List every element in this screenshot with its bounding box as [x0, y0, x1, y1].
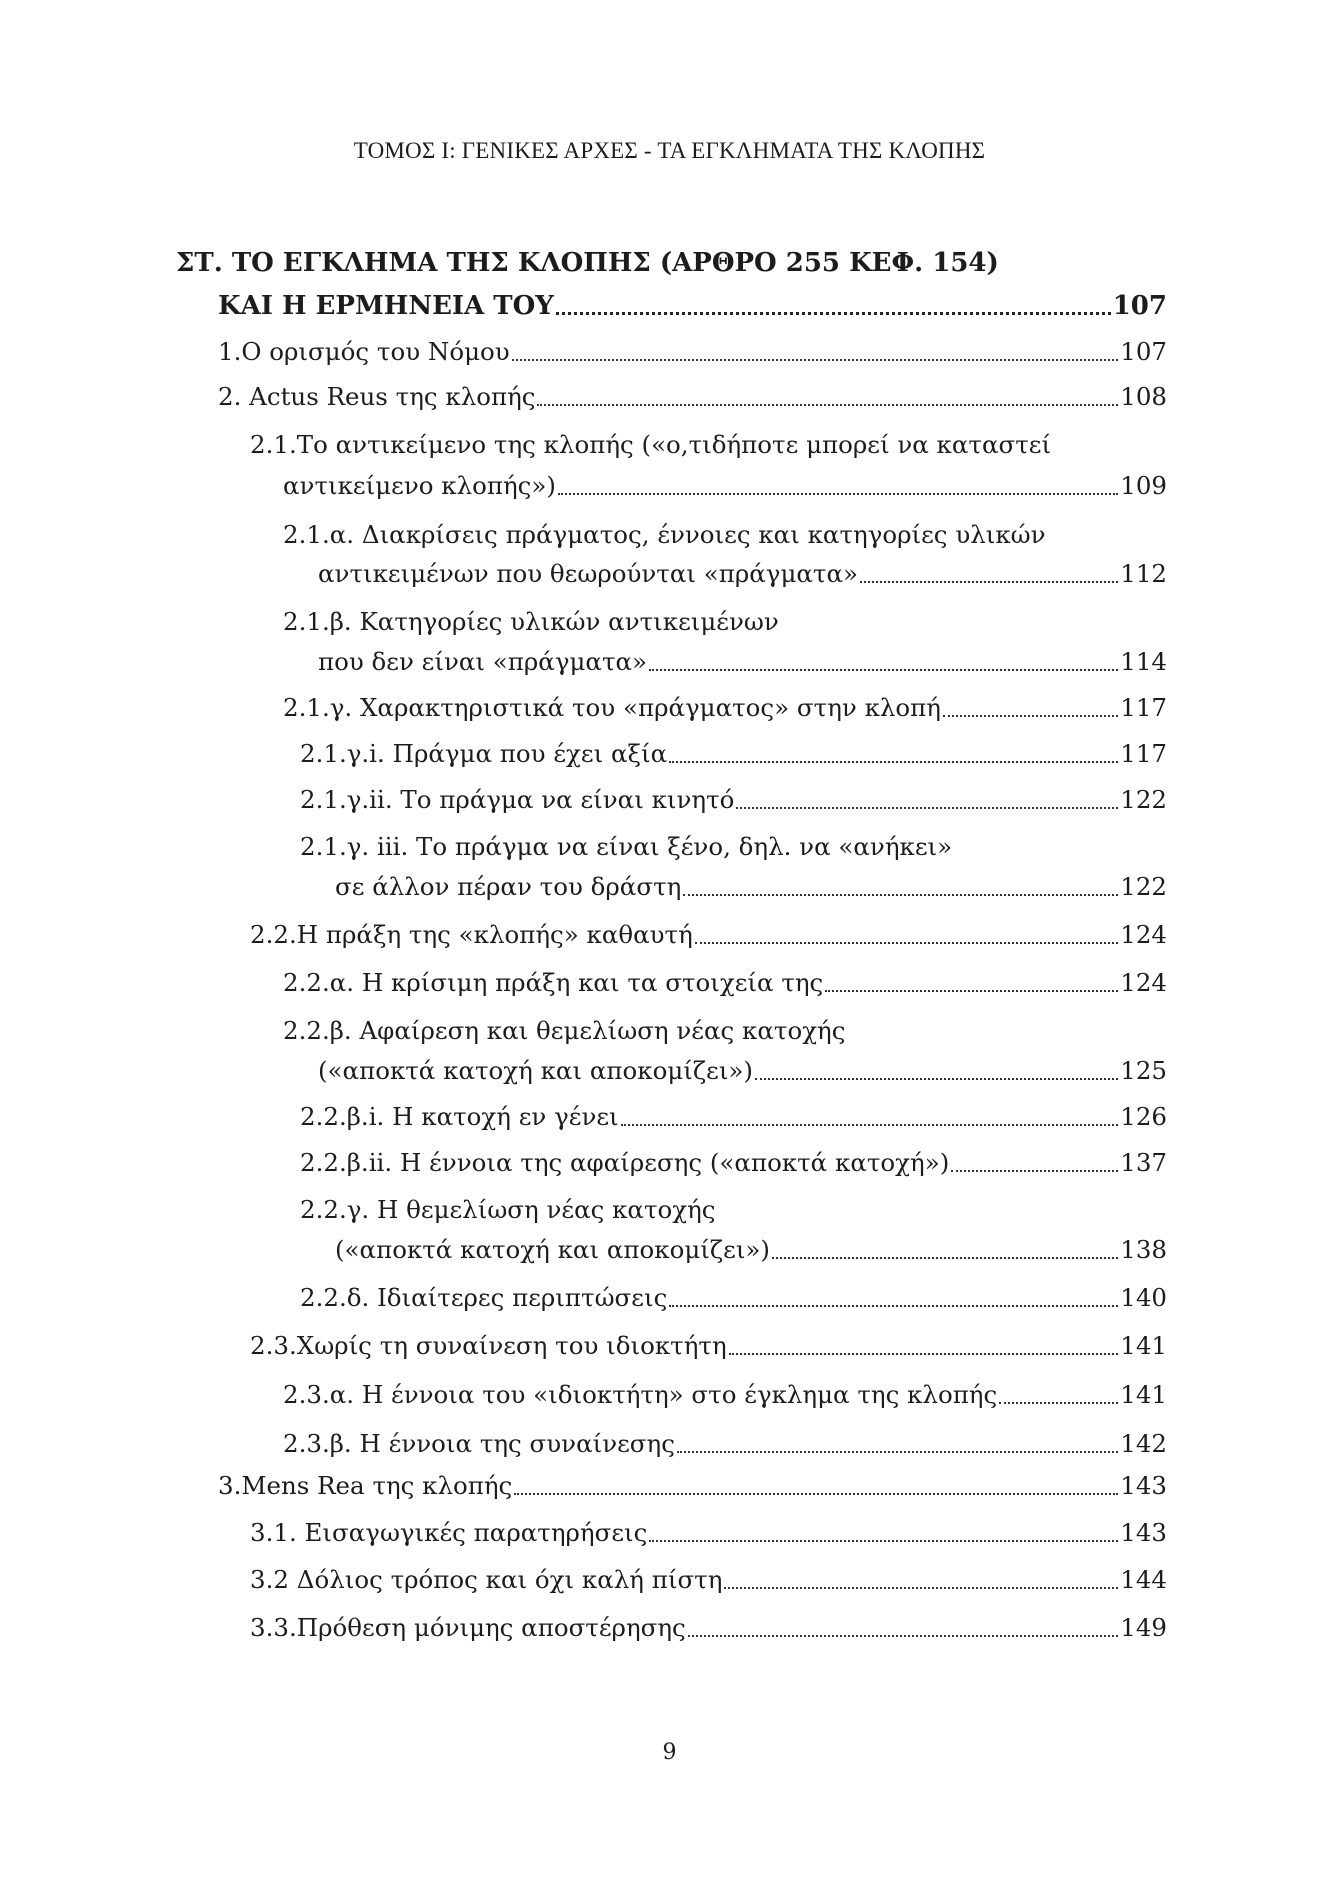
toc-entry-text: ΚΑΙ Η ΕΡΜΗΝΕΙΑ ΤΟΥ: [218, 291, 554, 321]
toc-entry[interactable]: [283, 1378, 1167, 1412]
leader-dots: [729, 1352, 1119, 1355]
toc-entry-text: 2.1.γ.ii. Το πράγμα να είναι κινητό: [300, 785, 735, 814]
toc-entry-page: 107: [1112, 291, 1167, 321]
toc-entry-first-line: 2.1.γ. iii. Το πράγμα να είναι ξένο, δηλ. να «ανήκει»: [300, 832, 953, 861]
toc-entry-page: 126: [1120, 1102, 1167, 1131]
leader-dots: [621, 1123, 1119, 1126]
toc-entry[interactable]: [218, 380, 1167, 414]
toc-entry-page: 117: [1120, 739, 1167, 768]
toc-entry[interactable]: [300, 737, 1167, 771]
toc-entry-text: που δεν είναι «πράγματα»: [318, 647, 648, 676]
toc-entry-text: αντικείμενο κλοπής»): [283, 471, 556, 500]
toc-entry-text: 2.2.β.ii. Η έννοια της αφαίρεσης («αποκτά κατοχή»): [300, 1148, 950, 1177]
toc-entry-first-line: 2.1.α. Διακρίσεις πράγματος, έννοιες και κατηγορίες υλικών: [283, 520, 1046, 549]
toc-entry-text: 2.1.γ.i. Πράγμα που έχει αξία: [300, 739, 668, 768]
toc-entry[interactable]: [250, 918, 1167, 952]
leader-dots: [649, 668, 1118, 671]
toc-entry-page: 108: [1120, 382, 1167, 411]
leader-dots: [999, 1401, 1118, 1404]
toc-entry[interactable]: [218, 1469, 1167, 1503]
leader-dots: [512, 358, 1119, 361]
toc-entry-first-line: 2.1.Το αντικείμενο της κλοπής («ο,τιδήποτε μπορεί να καταστεί: [250, 430, 1052, 459]
toc-entry-page: 149: [1120, 1613, 1167, 1642]
toc-entry[interactable]: [335, 1233, 1167, 1267]
leader-dots: [649, 1539, 1118, 1542]
toc-entry-first-line: 2.2.β. Αφαίρεση και θεμελίωση νέας κατοχής: [283, 1016, 846, 1045]
toc-entry-page: 141: [1120, 1380, 1167, 1409]
leader-dots: [669, 1304, 1118, 1307]
toc-entry[interactable]: [250, 1329, 1167, 1363]
toc-entry-text: 2.2.β.i. Η κατοχή εν γένει: [300, 1102, 619, 1131]
toc-entry[interactable]: [318, 557, 1167, 591]
leader-dots: [772, 1256, 1118, 1259]
toc-entry-text: 2.2.Η πράξη της «κλοπής» καθαυτή: [250, 920, 693, 949]
toc-entry-text: 3.1. Εισαγωγικές παρατηρήσεις: [250, 1518, 648, 1547]
running-header: ΤΟΜΟΣ Ι: ΓΕΝΙΚΕΣ ΑΡΧΕΣ - ΤΑ ΕΓΚΛΗΜΑΤΑ ΤΗΣ ΚΛΟΠΗΣ: [353, 138, 986, 163]
toc-entry-page: 143: [1120, 1518, 1167, 1547]
toc-entry[interactable]: [250, 1563, 1167, 1597]
toc-entry-text: σε άλλον πέραν του δράστη: [335, 872, 682, 901]
toc-entry-text: 2.2.δ. Ιδιαίτερες περιπτώσεις: [300, 1283, 668, 1312]
leader-dots: [677, 1450, 1118, 1453]
toc-entry[interactable]: [300, 1100, 1167, 1134]
toc-chapter-title-line1: ΣΤ. ΤΟ ΕΓΚΛΗΜΑ ΤΗΣ ΚΛΟΠΗΣ (ΑΡΘΡΟ 255 ΚΕΦ. 154): [176, 248, 999, 278]
toc-entry[interactable]: [283, 1427, 1167, 1461]
toc-entry-text: 3.3.Πρόθεση μόνιμης αποστέρησης: [250, 1613, 686, 1642]
toc-entry-page: 140: [1120, 1283, 1167, 1312]
toc-entry[interactable]: [300, 1281, 1167, 1315]
toc-entry-page: 142: [1120, 1429, 1167, 1458]
toc-entry-text: («αποκτά κατοχή και αποκομίζει»): [335, 1235, 770, 1264]
toc-entry-page: 107: [1120, 337, 1167, 366]
toc-chapter-entry[interactable]: [218, 289, 1167, 323]
toc-entry-page: 141: [1120, 1331, 1167, 1360]
leader-dots: [558, 492, 1118, 495]
toc-entry-first-line: 2.1.β. Κατηγορίες υλικών αντικειμένων: [283, 607, 779, 636]
toc-entry-text: 3.Mens Rea της κλοπής: [218, 1471, 513, 1500]
toc-entry[interactable]: [318, 645, 1167, 679]
toc-entry-text: 2.2.α. Η κρίσιμη πράξη και τα στοιχεία της: [283, 968, 824, 997]
toc-entry-page: 144: [1120, 1565, 1167, 1594]
toc-entry-page: 114: [1120, 647, 1167, 676]
leader-dots: [755, 1077, 1118, 1080]
leader-dots: [943, 714, 1118, 717]
leader-dots: [860, 580, 1118, 583]
toc-entry-page: 109: [1120, 471, 1167, 500]
leader-dots: [669, 760, 1118, 763]
toc-entry[interactable]: [218, 335, 1167, 369]
toc-entry-page: 122: [1120, 872, 1167, 901]
toc-entry-page: 117: [1120, 693, 1167, 722]
toc-entry-text: 2.3.Χωρίς τη συναίνεση του ιδιοκτήτη: [250, 1331, 727, 1360]
toc-entry-page: 125: [1120, 1056, 1167, 1085]
toc-entry[interactable]: [318, 1054, 1167, 1088]
toc-entry-page: 122: [1120, 785, 1167, 814]
leader-dots: [556, 311, 1111, 315]
toc-entry[interactable]: [283, 469, 1167, 503]
toc-entry-text: («αποκτά κατοχή και αποκομίζει»): [318, 1056, 753, 1085]
toc-entry-text: 3.2 Δόλιος τρόπος και όχι καλή πίστη: [250, 1565, 723, 1594]
toc-entry[interactable]: [283, 966, 1167, 1000]
leader-dots: [724, 1586, 1118, 1589]
leader-dots: [688, 1634, 1118, 1637]
toc-entry-page: 124: [1120, 968, 1167, 997]
leader-dots: [736, 806, 1118, 809]
toc-entry-page: 137: [1120, 1148, 1167, 1177]
toc-entry[interactable]: [250, 1516, 1167, 1550]
toc-entry-first-line: 2.2.γ. Η θεμελίωση νέας κατοχής: [300, 1195, 716, 1224]
leader-dots: [825, 989, 1118, 992]
toc-entry[interactable]: [300, 783, 1167, 817]
toc-entry-text: 2.1.γ. Χαρακτηριστικά του «πράγματος» στην κλοπή: [283, 693, 941, 722]
toc-entry[interactable]: [300, 1146, 1167, 1180]
toc-entry[interactable]: [250, 1611, 1167, 1645]
toc-entry-page: 112: [1120, 559, 1167, 588]
leader-dots: [683, 893, 1118, 896]
toc-entry-page: 143: [1120, 1471, 1167, 1500]
leader-dots: [951, 1169, 1118, 1172]
toc-entry[interactable]: [283, 691, 1167, 725]
toc-entry[interactable]: [335, 870, 1167, 904]
toc-entry-text: 2.3.β. Η έννοια της συναίνεσης: [283, 1429, 675, 1458]
leader-dots: [514, 1492, 1118, 1495]
leader-dots: [695, 941, 1118, 944]
toc-entry-text: αντικειμένων που θεωρούνται «πράγματα»: [318, 559, 859, 588]
page-number: 9: [662, 1740, 677, 1765]
leader-dots: [537, 403, 1118, 406]
toc-entry-text: 1.Ο ορισμός του Νόμου: [218, 337, 510, 366]
toc-entry-text: 2. Actus Reus της κλοπής: [218, 382, 536, 411]
toc-entry-page: 124: [1120, 920, 1167, 949]
toc-entry-page: 138: [1120, 1235, 1167, 1264]
toc-entry-text: 2.3.α. Η έννοια του «ιδιοκτήτη» στο έγκλημα της κλοπής: [283, 1380, 998, 1409]
